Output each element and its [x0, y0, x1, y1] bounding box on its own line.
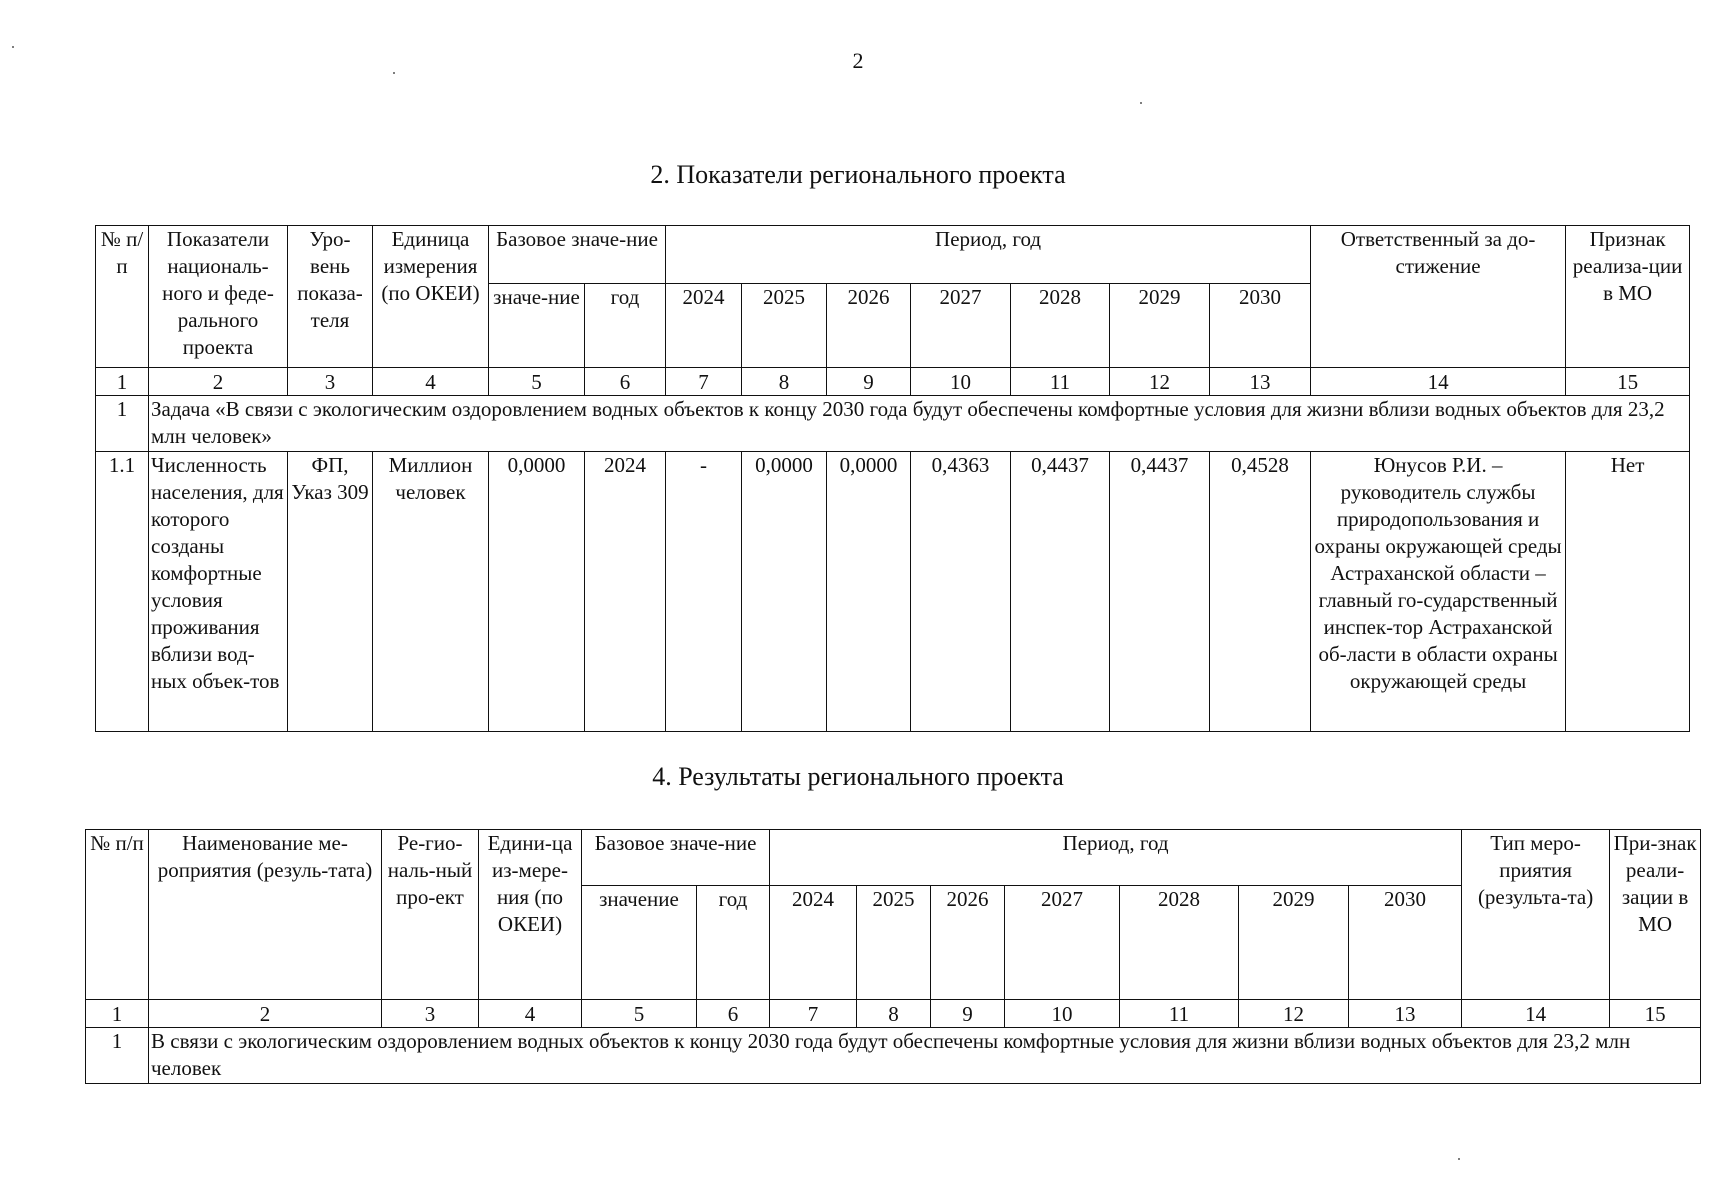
col-number: 4	[373, 368, 489, 396]
col-number: 8	[857, 1000, 931, 1028]
header-level: Уро-вень показа-теля	[288, 226, 373, 368]
header-base: Базовое значе-ние	[582, 830, 770, 886]
col-number: 6	[697, 1000, 770, 1028]
header-result-name: Наименование ме-роприятия (резуль-тата)	[149, 830, 382, 1000]
header-year-2028: 2028	[1011, 284, 1110, 368]
row-num: 1.1	[96, 452, 149, 732]
col-number: 11	[1120, 1000, 1239, 1028]
header-unit: Едини-ца из-мере-ния (по ОКЕИ)	[479, 830, 582, 1000]
header-base-year: год	[585, 284, 666, 368]
page-number: 2	[852, 48, 864, 73]
value-2025: 0,0000	[742, 452, 827, 732]
col-number: 12	[1239, 1000, 1349, 1028]
col-number: 9	[931, 1000, 1005, 1028]
col-number: 3	[382, 1000, 479, 1028]
header-unit: Единица измерения (по ОКЕИ)	[373, 226, 489, 368]
value-2028: 0,4437	[1011, 452, 1110, 732]
header-year-2024: 2024	[770, 886, 857, 1000]
header-regional-project: Ре-гио-наль-ный про-ект	[382, 830, 479, 1000]
scan-speck	[1458, 1158, 1460, 1160]
header-year-2029: 2029	[1110, 284, 1210, 368]
col-number: 4	[479, 1000, 582, 1028]
header-base-value: значе-ние	[489, 284, 585, 368]
col-number: 1	[96, 368, 149, 396]
header-responsible: Ответственный за до-стижение	[1311, 226, 1566, 368]
col-number: 10	[1005, 1000, 1120, 1028]
col-number: 14	[1311, 368, 1566, 396]
header-type: Тип меро-приятия (результа-та)	[1462, 830, 1610, 1000]
scan-speck	[12, 46, 14, 48]
col-number: 15	[1566, 368, 1690, 396]
scan-speck	[393, 72, 395, 74]
value-2024: -	[666, 452, 742, 732]
col-number: 3	[288, 368, 373, 396]
header-year-2026: 2026	[827, 284, 911, 368]
header-num: № п/п	[96, 226, 149, 368]
header-year-2029: 2029	[1239, 886, 1349, 1000]
header-indicator-name: Показатели националь-ного и феде-рального проекта	[149, 226, 288, 368]
header-period: Период, год	[770, 830, 1462, 886]
indicator-mo: Нет	[1566, 452, 1690, 732]
header-year-2027: 2027	[911, 284, 1011, 368]
value-2026: 0,0000	[827, 452, 911, 732]
header-year-2030: 2030	[1210, 284, 1311, 368]
col-number: 8	[742, 368, 827, 396]
indicator-base-year: 2024	[585, 452, 666, 732]
indicators-table	[95, 225, 1690, 732]
scan-speck	[1140, 102, 1142, 104]
indicator-name: Численность населения, для которого созданы комфортные условия проживания вблизи вод-ных объек-тов	[149, 452, 288, 732]
results-title: 4. Результаты регионального проекта	[652, 762, 1064, 791]
header-base-value: значение	[582, 886, 697, 1000]
header-period: Период, год	[666, 226, 1311, 284]
col-number: 5	[489, 368, 585, 396]
value-2029: 0,4437	[1110, 452, 1210, 732]
header-year-2024: 2024	[666, 284, 742, 368]
header-year-2027: 2027	[1005, 886, 1120, 1000]
col-number: 9	[827, 368, 911, 396]
col-number: 12	[1110, 368, 1210, 396]
task-text: Задача «В связи с экологическим оздоровлением водных объектов к концу 2030 года будут обеспечены комфортные условия для жизни вблизи водных объектов для 23,2 млн человек»	[149, 396, 1690, 452]
header-mo: При-знак реали-зации в МО	[1610, 830, 1701, 1000]
col-number: 13	[1210, 368, 1311, 396]
header-num: № п/п	[86, 830, 149, 1000]
indicators-title: 2. Показатели регионального проекта	[650, 160, 1066, 189]
header-base: Базовое значе-ние	[489, 226, 666, 284]
header-year-2025: 2025	[742, 284, 827, 368]
col-number: 15	[1610, 1000, 1701, 1028]
header-mo: Признак реализа-ции в МО	[1566, 226, 1690, 368]
col-number: 6	[585, 368, 666, 396]
col-number: 10	[911, 368, 1011, 396]
col-number: 5	[582, 1000, 697, 1028]
header-base-year: год	[697, 886, 770, 1000]
value-2027: 0,4363	[911, 452, 1011, 732]
task-num: 1	[86, 1028, 149, 1084]
results-table	[85, 829, 1701, 1084]
col-number: 2	[149, 1000, 382, 1028]
col-number: 7	[770, 1000, 857, 1028]
indicator-responsible: Юнусов Р.И. – руководитель службы природопользования и охраны окружающей среды Астраханской области – главный го-сударственный инспек-тор Астраханской об-ласти в области охраны окружающей среды	[1311, 452, 1566, 732]
indicator-level: ФП, Указ 309	[288, 452, 373, 732]
header-year-2028: 2028	[1120, 886, 1239, 1000]
task-num: 1	[96, 396, 149, 452]
indicator-unit: Миллион человек	[373, 452, 489, 732]
col-number: 14	[1462, 1000, 1610, 1028]
col-number: 2	[149, 368, 288, 396]
header-year-2025: 2025	[857, 886, 931, 1000]
task-text: В связи с экологическим оздоровлением водных объектов к концу 2030 года будут обеспечены комфортные условия для жизни вблизи водных объектов для 23,2 млн человек	[149, 1028, 1701, 1084]
value-2030: 0,4528	[1210, 452, 1311, 732]
header-year-2026: 2026	[931, 886, 1005, 1000]
indicator-base-value: 0,0000	[489, 452, 585, 732]
header-year-2030: 2030	[1349, 886, 1462, 1000]
col-number: 13	[1349, 1000, 1462, 1028]
col-number: 1	[86, 1000, 149, 1028]
col-number: 7	[666, 368, 742, 396]
col-number: 11	[1011, 368, 1110, 396]
